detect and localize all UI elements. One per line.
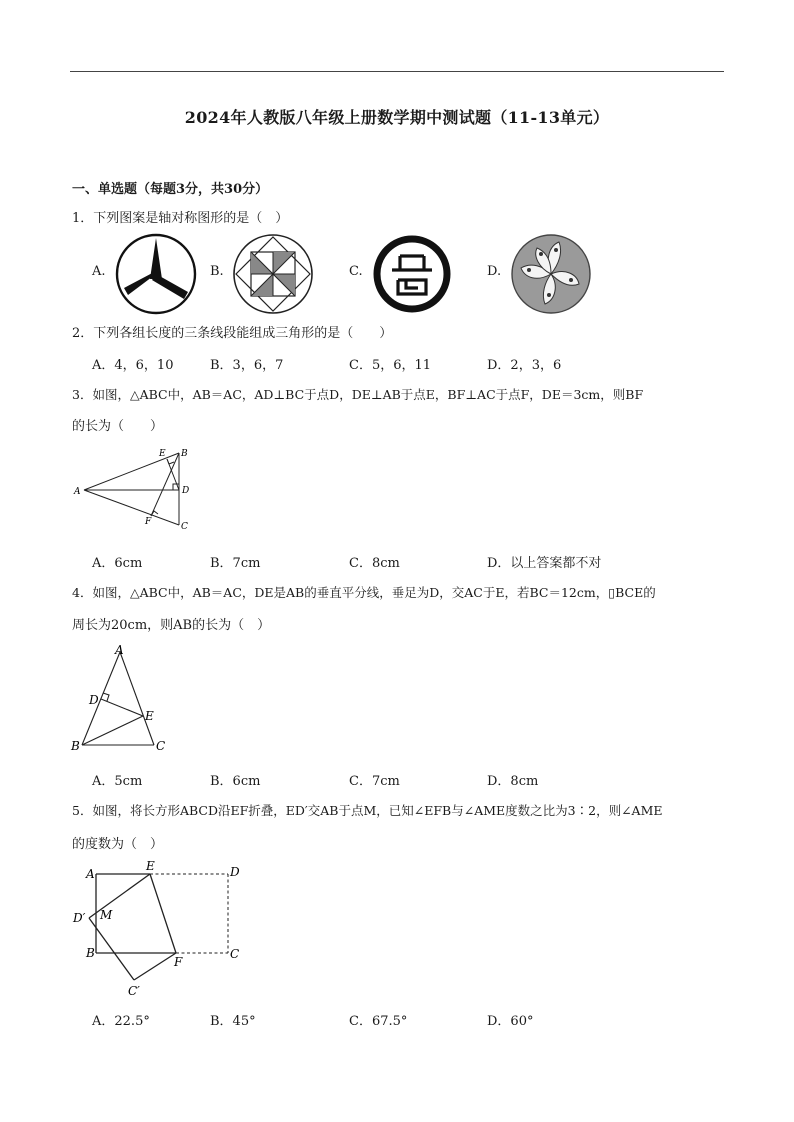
q1-figure-b-pinwheel xyxy=(231,232,315,316)
q1-option-d-label: D. xyxy=(487,264,502,279)
q3-option-d: D．以上答案都不对 xyxy=(487,556,602,571)
q5-option-d: D．60° xyxy=(487,1014,534,1029)
q2-option-d: D．2，3，6 xyxy=(487,358,562,373)
question-5-stem-line-2: 的度数为（ ） xyxy=(72,837,164,852)
question-4-stem-line-1: 4．如图，△ABC中，AB＝AC，DE是AB的垂直平分线，垂足为D，交AC于E，若BC＝12cm，▯BCE的 xyxy=(72,585,656,600)
q3-label-f: F xyxy=(145,517,152,527)
q3-option-a: A．6cm xyxy=(92,556,143,571)
q4-label-b: B xyxy=(71,739,80,753)
question-3-stem-line-2: 的长为（ ） xyxy=(72,419,164,434)
q5-label-c-prime: C′ xyxy=(128,984,140,998)
question-5-stem-line-1: 5．如图，将长方形ABCD沿EF折叠，ED′交AB于点M，已知∠EFB与∠AME度数之比为3∶2，则∠AME xyxy=(72,803,663,818)
q5-label-d-prime: D′ xyxy=(73,911,86,925)
q3-triangle-figure xyxy=(72,445,202,535)
q4-triangle-figure xyxy=(68,640,178,755)
question-3-stem-line-1: 3．如图，△ABC中，AB＝AC，AD⊥BC于点D，DE⊥AB于点E，BF⊥AC于点F，DE＝3cm，则BF xyxy=(72,387,644,402)
q5-label-a: A xyxy=(86,867,95,881)
q4-label-d: D xyxy=(89,693,99,707)
q4-option-d: D．8cm xyxy=(487,774,539,789)
q4-option-b: B．6cm xyxy=(210,774,261,789)
q5-option-c: C．67.5° xyxy=(349,1014,408,1029)
q1-option-b-label: B. xyxy=(210,264,224,279)
q1-figure-c-ring-emblem xyxy=(370,232,454,316)
page-title: 2024年人教版八年级上册数学期中测试题（11-13单元） xyxy=(184,108,610,127)
q1-figure-d-bauhinia-emblem xyxy=(509,232,593,316)
q3-label-e: E xyxy=(159,449,166,459)
q2-option-a: A．4，6，10 xyxy=(92,358,174,373)
q4-label-e: E xyxy=(145,709,154,723)
q5-label-d: D xyxy=(230,865,240,879)
q5-label-b: B xyxy=(86,946,95,960)
q3-option-c: C．8cm xyxy=(349,556,400,571)
section-heading: 一、单选题（每题3分，共30分） xyxy=(72,182,269,197)
q3-label-a: A xyxy=(74,487,81,497)
q5-label-e: E xyxy=(146,859,155,873)
q1-option-a-label: A. xyxy=(92,264,106,279)
q5-label-f: F xyxy=(174,955,183,969)
q3-label-b: B xyxy=(181,449,188,459)
q2-option-b: B．3，6，7 xyxy=(210,358,284,373)
q3-label-c: C xyxy=(181,522,188,532)
question-4-stem-line-2: 周长为20cm，则AB的长为（ ） xyxy=(72,618,271,633)
q3-option-b: B．7cm xyxy=(210,556,261,571)
q1-option-c-label: C. xyxy=(349,264,363,279)
q4-label-a: A xyxy=(115,643,124,657)
question-1-stem: 1．下列图案是轴对称图形的是（ ） xyxy=(72,211,289,226)
q5-option-b: B．45° xyxy=(210,1014,256,1029)
q5-folded-rectangle-figure xyxy=(70,858,250,1000)
question-2-stem: 2．下列各组长度的三条线段能组成三角形的是（ ） xyxy=(72,326,393,341)
q4-label-c: C xyxy=(156,739,166,753)
q5-option-a: A．22.5° xyxy=(92,1014,150,1029)
q3-label-d: D xyxy=(182,486,190,496)
q2-option-c: C．5，6，11 xyxy=(349,358,432,373)
q1-figure-a-three-blade-emblem xyxy=(114,232,198,316)
q5-label-m: M xyxy=(100,908,113,922)
q4-option-a: A．5cm xyxy=(92,774,143,789)
q4-option-c: C．7cm xyxy=(349,774,400,789)
q5-label-c: C xyxy=(230,947,240,961)
header-rule xyxy=(70,71,724,72)
